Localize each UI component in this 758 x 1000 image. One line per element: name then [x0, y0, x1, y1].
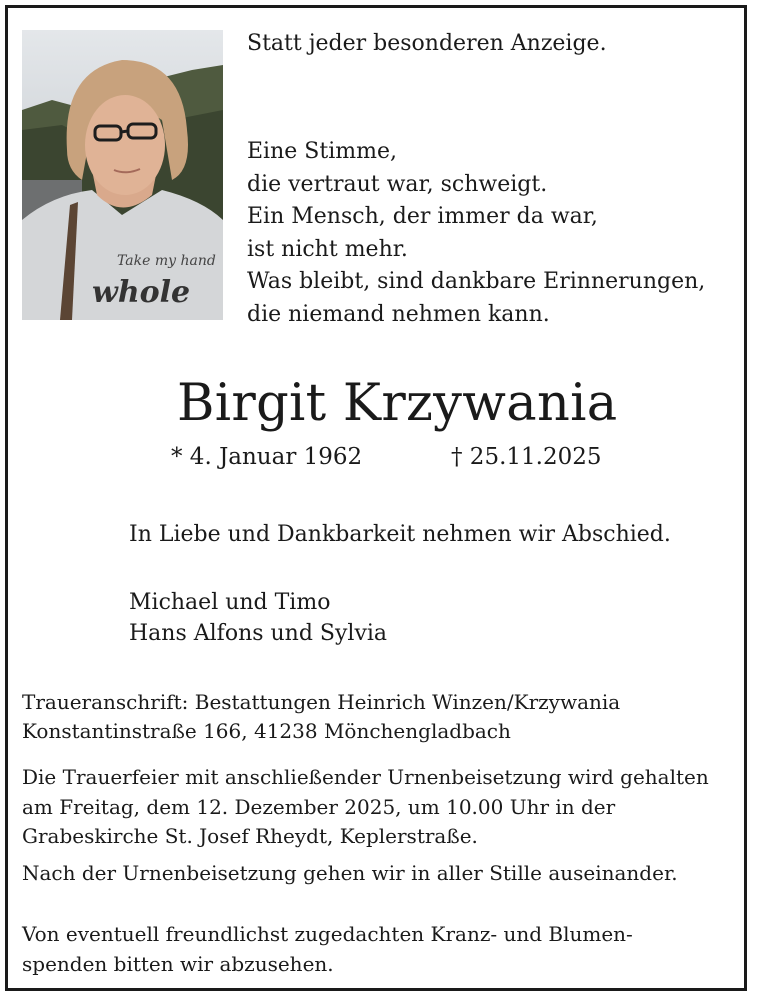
service-details [22, 763, 709, 852]
flowers-request [22, 920, 633, 979]
service-line: Grabeskirche St. Josef Rheydt, Keplerstraße. [22, 824, 478, 848]
poem [247, 136, 705, 331]
mourner-line: Hans Alfons und Sylvia [129, 621, 388, 646]
poem-line: ist nicht mehr. [247, 236, 408, 262]
flowers-line: Von eventuell freundlichst zugedachten Kranz- und Blumen- [22, 922, 633, 946]
address-line: Traueranschrift: Bestattungen Heinrich Winzen/Krzywania [22, 690, 621, 714]
service-line: am Freitag, dem 12. Dezember 2025, um 10.00 Uhr in der [22, 794, 616, 819]
flowers-line: spenden bitten wir abzusehen. [22, 951, 334, 976]
poem-line: die vertraut war, schweigt. [247, 171, 548, 197]
address-line: Konstantinstraße 166, 41238 Mönchengladbach [22, 719, 511, 743]
farewell-line: In Liebe und Dankbarkeit nehmen wir Abschied. [129, 522, 671, 547]
mourners [129, 587, 387, 649]
silence-note: Nach der Urnenbeisetzung gehen wir in aller Stille auseinander. [22, 861, 678, 885]
service-line: Die Trauerfeier mit anschließender Urnenbeisetzung wird gehalten [22, 765, 709, 789]
mourner-line: Michael und Timo [129, 590, 331, 615]
mourning-address [22, 688, 620, 746]
poem-line: Eine Stimme, [247, 139, 397, 164]
poem-line: Ein Mensch, der immer da war, [247, 204, 598, 229]
intro-line: Statt jeder besonderen Anzeige. [247, 31, 607, 56]
birth-date: * 4. Januar 1962 [171, 444, 363, 470]
portrait-photo [22, 30, 223, 320]
death-date: † 25.11.2025 [451, 444, 602, 470]
poem-line: die niemand nehmen kann. [247, 301, 550, 327]
poem-line: Was bleibt, sind dankbare Erinnerungen, [247, 269, 706, 294]
deceased-name: Birgit Krzywania [177, 374, 618, 433]
svg-text:Take my hand: Take my hand [117, 253, 216, 269]
svg-text:whole: whole [92, 275, 191, 310]
